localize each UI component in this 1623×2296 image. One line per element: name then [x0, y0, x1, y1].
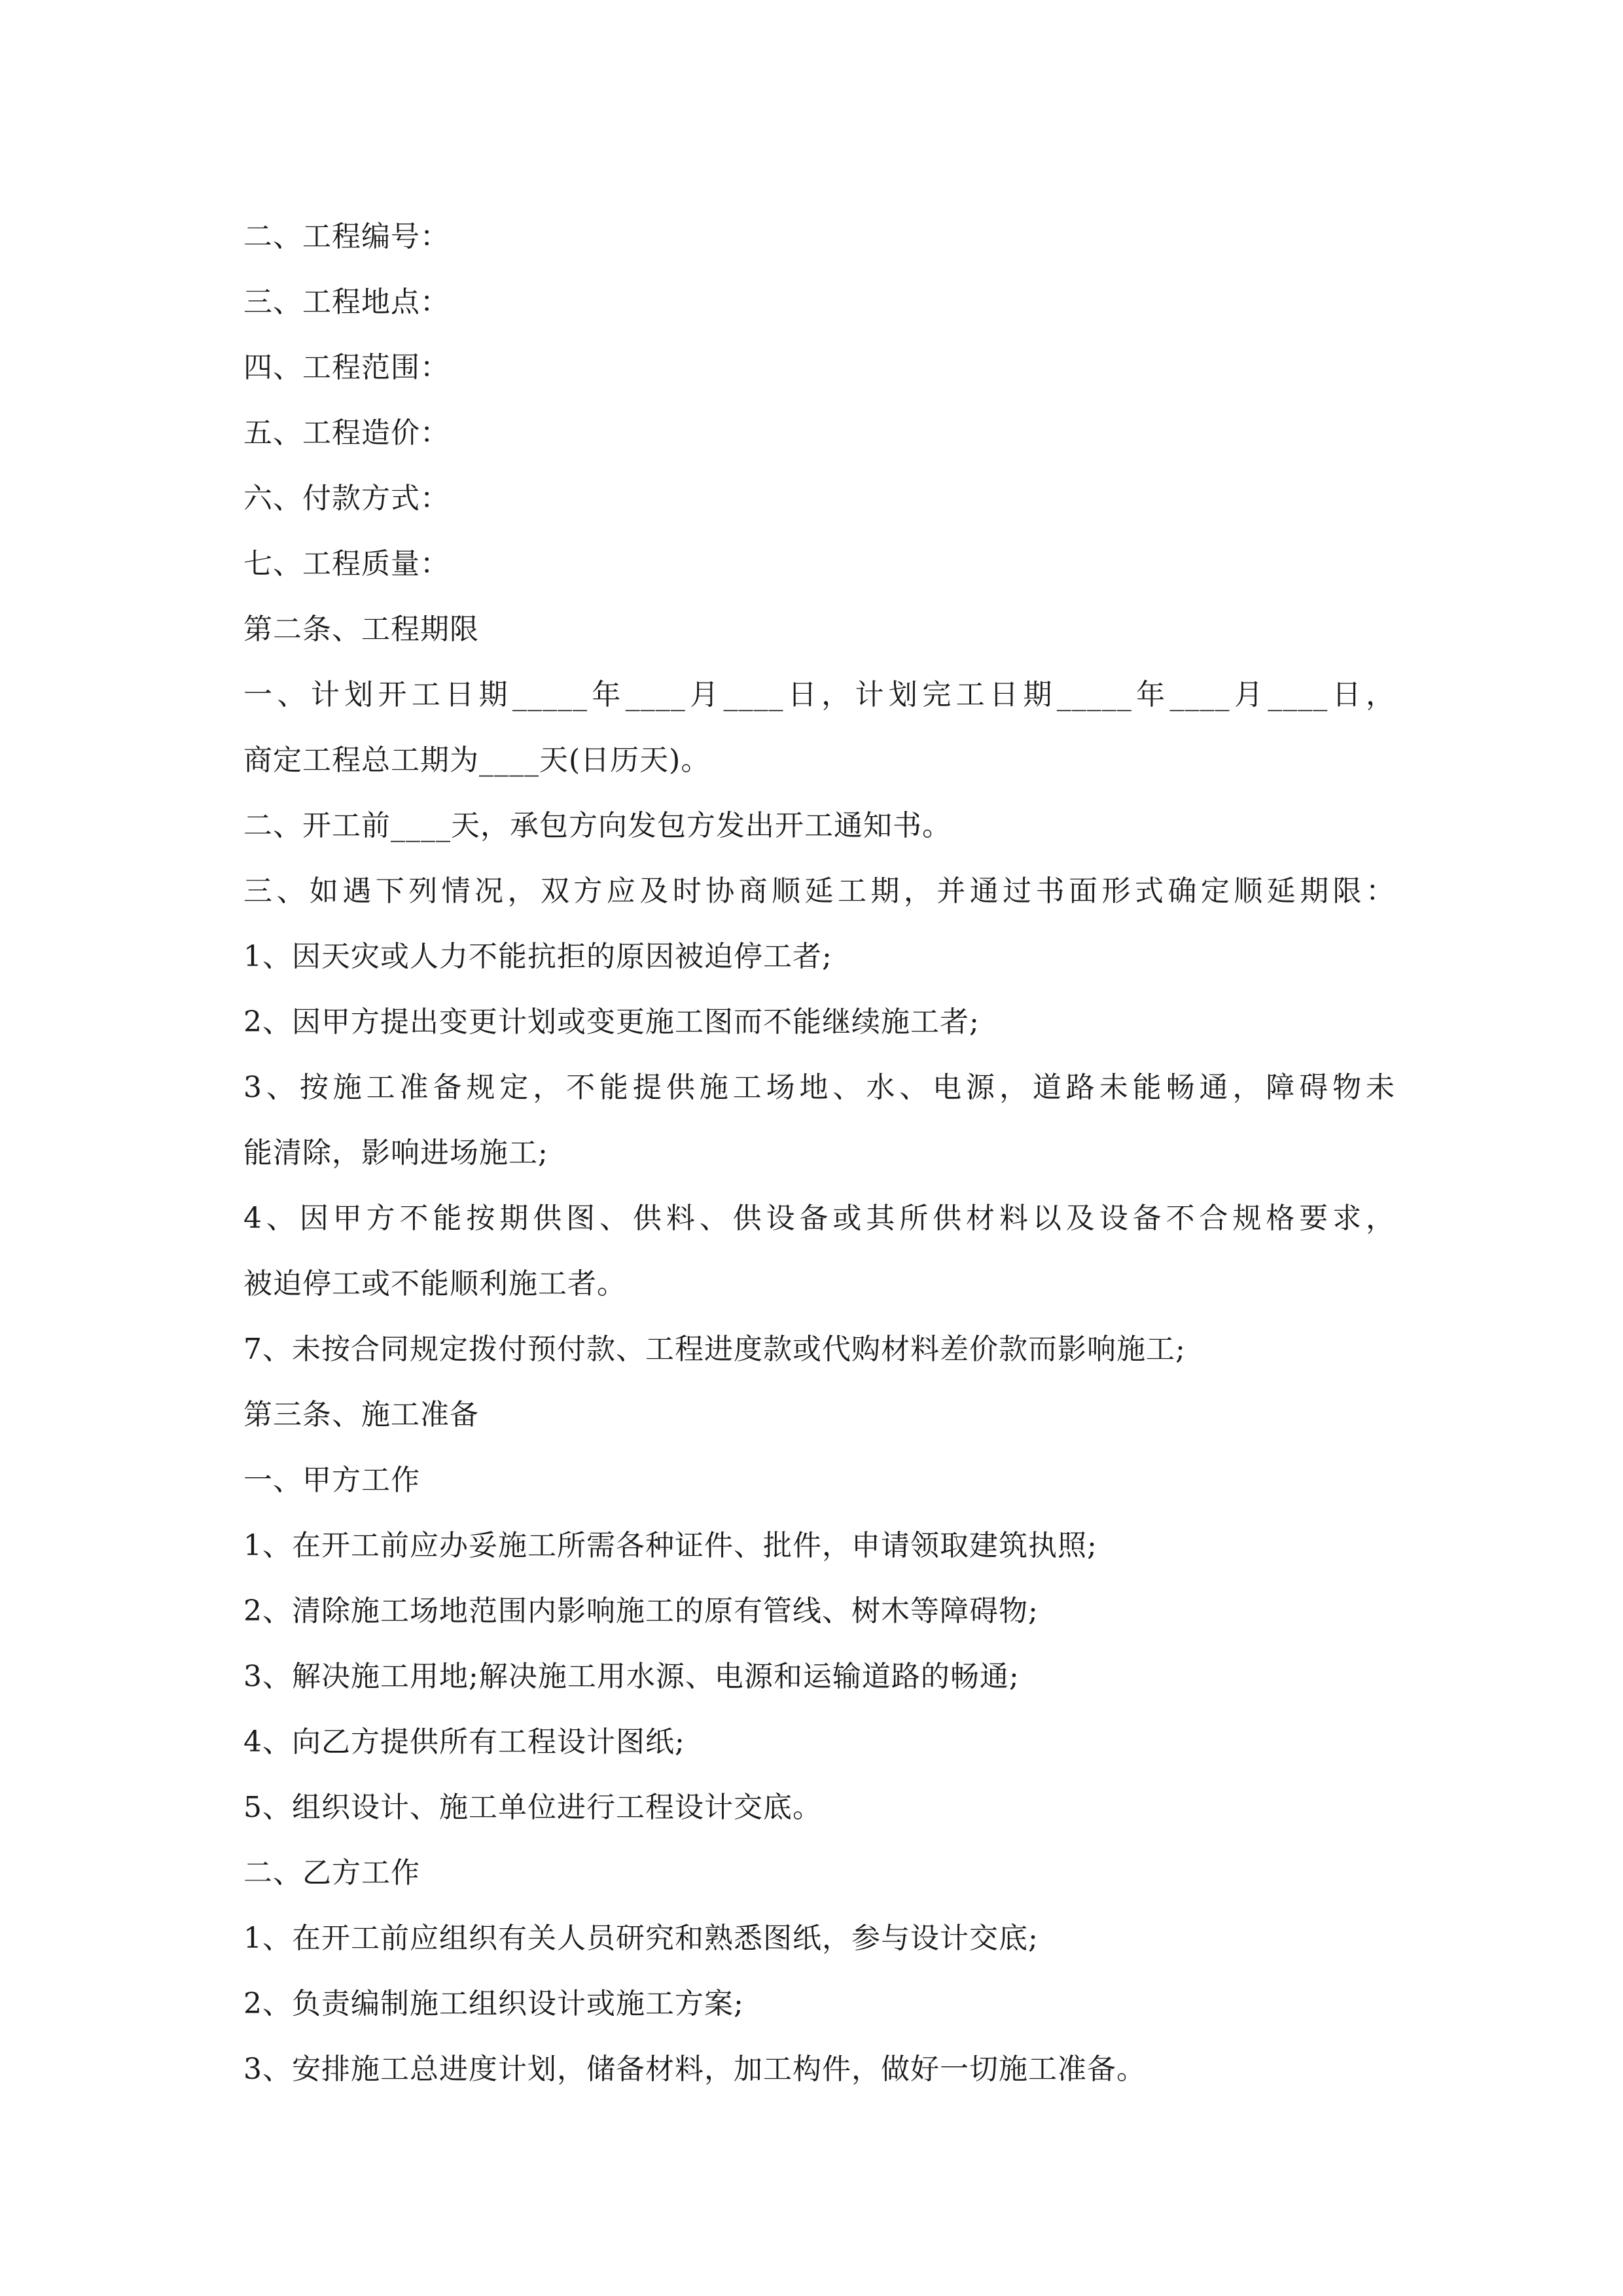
clause-project-cost: 五、工程造价： — [243, 416, 450, 450]
party-b-item-1: 1、在开工前应组织有关人员研究和熟悉图纸，参与设计交底; — [243, 1922, 1039, 1955]
condition-item-2: 2、因甲方提出变更计划或变更施工图而不能继续施工者; — [243, 1005, 980, 1039]
condition-item-3-line-2: 能清除，影响进场施工; — [243, 1136, 548, 1170]
condition-item-7: 7、未按合同规定拨付预付款、工程进度款或代购材料差价款而影响施工; — [243, 1333, 1186, 1366]
party-b-item-2: 2、负责编制施工组织设计或施工方案; — [243, 1987, 744, 2020]
condition-item-4-line-1: 4、因甲方不能按期供图、供料、供设备或其所供材料以及设备不合规格要求， — [243, 1202, 1395, 1235]
clause-project-scope: 四、工程范围： — [243, 351, 450, 384]
clause-project-number: 二、工程编号： — [243, 220, 450, 253]
condition-item-3-line-1: 3、按施工准备规定，不能提供施工场地、水、电源，道路未能畅通，障碍物未 — [243, 1071, 1395, 1104]
article-3-heading: 第三条、施工准备 — [243, 1398, 479, 1431]
party-a-item-3: 3、解决施工用地;解决施工用水源、电源和运输道路的畅通; — [243, 1660, 1020, 1693]
party-a-item-4: 4、向乙方提供所有工程设计图纸; — [243, 1725, 685, 1759]
condition-item-4-line-2: 被迫停工或不能顺利施工者。 — [243, 1267, 626, 1300]
extension-conditions-line: 三、如遇下列情况，双方应及时协商顺延工期，并通过书面形式确定顺延期限： — [243, 874, 1395, 908]
schedule-dates-line: 一、计划开工日期_____年____月____日，计划完工日期_____年____月____日， — [243, 678, 1395, 711]
party-a-item-2: 2、清除施工场地范围内影响施工的原有管线、树木等障碍物; — [243, 1594, 1039, 1628]
total-duration-line: 商定工程总工期为____天(日历天)。 — [243, 744, 711, 777]
party-a-work-heading: 一、甲方工作 — [243, 1463, 420, 1497]
party-b-item-3: 3、安排施工总进度计划，储备材料，加工构件，做好一切施工准备。 — [243, 2053, 1146, 2086]
document-body — [243, 204, 1395, 2102]
article-2-heading: 第二条、工程期限 — [243, 613, 479, 646]
party-a-item-1: 1、在开工前应办妥施工所需各种证件、批件，申请领取建筑执照; — [243, 1529, 1097, 1562]
start-notice-line: 二、开工前____天，承包方向发包方发出开工通知书。 — [243, 809, 952, 842]
clause-project-quality: 七、工程质量： — [243, 547, 450, 581]
party-b-work-heading: 二、乙方工作 — [243, 1856, 420, 1890]
condition-item-1: 1、因天灾或人力不能抗拒的原因被迫停工者; — [243, 940, 832, 973]
party-a-item-5: 5、组织设计、施工单位进行工程设计交底。 — [243, 1791, 822, 1824]
clause-project-location: 三、工程地点： — [243, 285, 450, 319]
clause-payment-method: 六、付款方式： — [243, 482, 450, 515]
